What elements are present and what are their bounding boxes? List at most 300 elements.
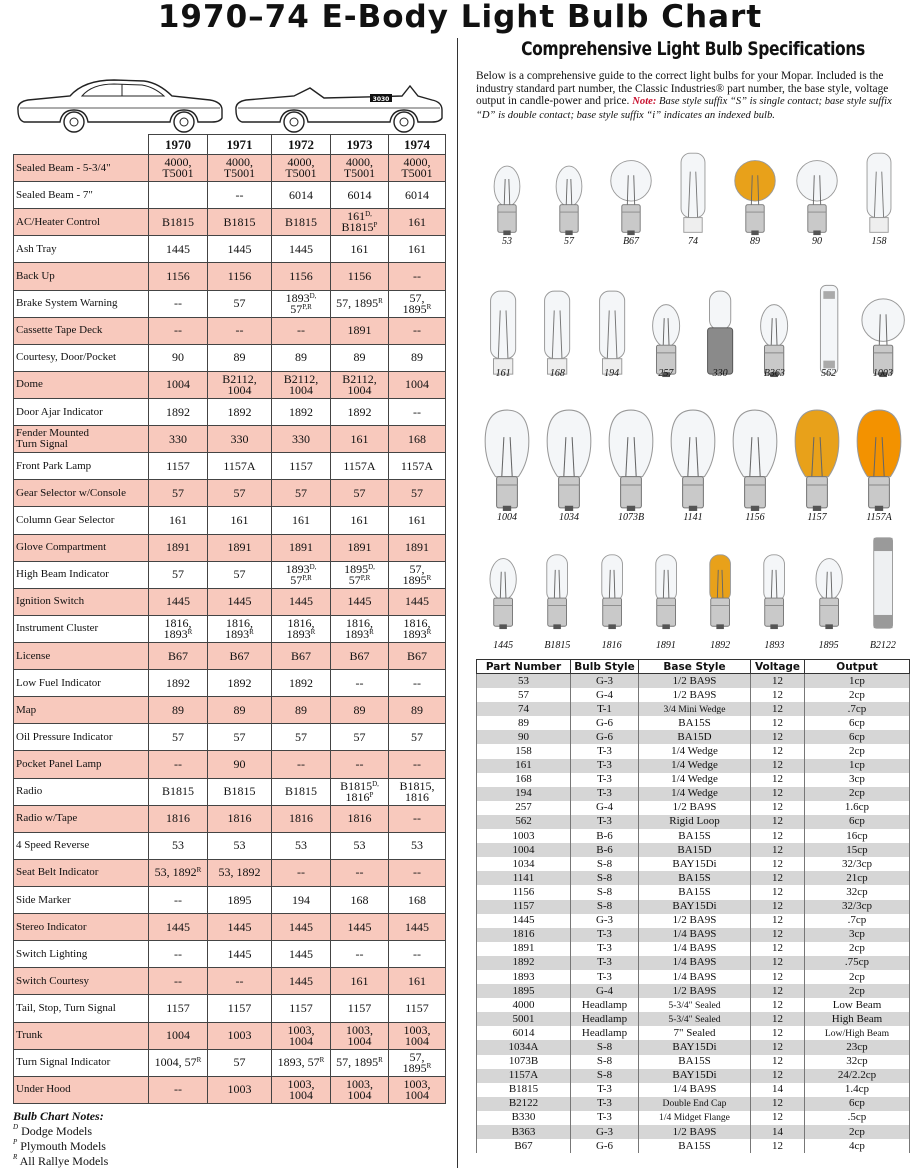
bulb-90-icon [791, 144, 843, 236]
application-label: Tail, Stop, Turn Signal [14, 995, 149, 1022]
table-row [14, 263, 446, 290]
bulb-1004-icon [481, 400, 533, 512]
spec-cell: BAY15Di [639, 1040, 751, 1054]
spec-row [477, 787, 910, 801]
bulb-number-cell: 1816, $1893^R$ [272, 615, 331, 642]
bulb-number-cell: 168 [331, 886, 389, 913]
bulb-label: 562 [821, 368, 837, 379]
bulb-number-cell: 1157 [272, 453, 331, 480]
spec-cell: BA15S [639, 1139, 751, 1153]
spec-cell: Low/High Beam [805, 1026, 910, 1040]
table-row [14, 398, 446, 425]
spec-cell: S-8 [571, 871, 639, 885]
spec-cell: 5001 [477, 1012, 571, 1026]
spec-cell: 1/2 BA9S [639, 801, 751, 815]
bulb-number-cell: 4000, T5001 [389, 155, 446, 182]
bulb-label: 90 [812, 236, 822, 247]
spec-cell: 1/4 BA9S [639, 1083, 751, 1097]
spec-cell: 1445 [477, 914, 571, 928]
spec-column-header: Voltage [751, 660, 805, 674]
application-label: Turn Signal Indicator [14, 1049, 149, 1076]
spec-cell: 21cp [805, 871, 910, 885]
bulb-number-cell: B1815 [208, 778, 272, 805]
bulb-number-cell: 161 [208, 507, 272, 534]
spec-cell: 1157A [477, 1069, 571, 1083]
bulb-number-cell: 4000, T5001 [331, 155, 389, 182]
bulb-number-cell: 1157 [149, 453, 208, 480]
bulb-number-cell: 1004 [149, 371, 208, 398]
bulb-number-cell: 1816 [331, 805, 389, 832]
table-row [14, 1049, 446, 1076]
bulb-label: 1034 [559, 512, 579, 523]
spec-cell: 14 [751, 1125, 805, 1139]
bulb-number-cell: 89 [272, 697, 331, 724]
bulb-number-cell: 161 [389, 968, 446, 995]
bulb-number-cell: 53 [272, 832, 331, 859]
bulb-label: 194 [604, 368, 620, 379]
spec-cell: 12 [751, 1026, 805, 1040]
bulb-number-cell: 161 [331, 507, 389, 534]
spec-cell: 14 [751, 1083, 805, 1097]
bulb-number-cell: 57, $1895^R$ [331, 290, 389, 317]
bulb-number-cell: 89 [389, 344, 446, 371]
bulb-57-icon [543, 144, 595, 236]
spec-cell: 12 [751, 688, 805, 702]
spec-column-header: Bulb Style [571, 660, 639, 674]
bulb-B363-icon [750, 278, 798, 378]
bulb-number-cell: 57, $1895^R$ [389, 290, 446, 317]
spec-cell: Headlamp [571, 1026, 639, 1040]
bulb-number-cell: $1895^{D,}$ $57^{P,R}$ [331, 561, 389, 588]
bulb-number-cell: 1445 [389, 588, 446, 615]
bulb-1157-icon [791, 400, 843, 512]
bulb-number-cell: 1445 [331, 914, 389, 941]
spec-cell: 12 [751, 942, 805, 956]
bulb-number-cell: 57 [389, 724, 446, 751]
spec-row [477, 984, 910, 998]
spec-cell: 1.6cp [805, 801, 910, 815]
spec-cell: S-8 [571, 885, 639, 899]
table-row [14, 290, 446, 317]
spec-cell: G-3 [571, 674, 639, 689]
application-label: Switch Lighting [14, 941, 149, 968]
spec-row [477, 773, 910, 787]
spec-cell: 7" Sealed [639, 1026, 751, 1040]
spec-row [477, 1139, 910, 1153]
note-label: Note: [632, 96, 657, 108]
spec-row [477, 928, 910, 942]
table-row [14, 995, 446, 1022]
bulb-number-cell: $161^{D,}$ $B1815^P$ [331, 209, 389, 236]
bulb-number-cell: B2112, 1004 [331, 371, 389, 398]
bulb-number-cell: 57 [208, 1049, 272, 1076]
bulb-number-cell: -- [149, 968, 208, 995]
spec-cell: Low Beam [805, 998, 910, 1012]
bulb-number-cell: 1445 [149, 914, 208, 941]
spec-cell: 1/4 Wedge [639, 759, 751, 773]
application-label: Sealed Beam - 5-3/4" [14, 155, 149, 182]
spec-cell: 32/3cp [805, 900, 910, 914]
bulb-number-cell: B1815 [208, 209, 272, 236]
bulb-number-cell: 4000, T5001 [208, 155, 272, 182]
bulb-number-cell: -- [149, 1076, 208, 1103]
application-label: AC/Heater Control [14, 209, 149, 236]
spec-cell: 1892 [477, 956, 571, 970]
spec-row [477, 1111, 910, 1125]
spec-row [477, 998, 910, 1012]
spec-cell: 12 [751, 759, 805, 773]
spec-cell: 12 [751, 1012, 805, 1026]
bulb-number-cell: 1892 [331, 398, 389, 425]
bulb-number-cell: 1445 [331, 588, 389, 615]
bulb-number-cell: 89 [389, 697, 446, 724]
bulb-number-cell: 1003 [208, 1076, 272, 1103]
bulb-number-cell: 161 [389, 507, 446, 534]
bulb-number-cell: 1445 [208, 914, 272, 941]
bulb-number-cell: 57, $1895^R$ [389, 1049, 446, 1076]
application-label: Cassette Tape Deck [14, 317, 149, 344]
bulb-label: 1891 [655, 640, 676, 651]
note-item: $^D$ Dodge Models [13, 1123, 93, 1138]
application-label: Column Gear Selector [14, 507, 149, 534]
spec-cell: B363 [477, 1125, 571, 1139]
spec-cell: G-3 [571, 1125, 639, 1139]
spec-cell: Rigid Loop [639, 815, 751, 829]
spec-cell: 1/2 BA9S [639, 914, 751, 928]
spec-cell: 257 [477, 801, 571, 815]
bulb-number-cell: 53 [149, 832, 208, 859]
bulb-B67-icon [605, 144, 657, 236]
application-label: Stereo Indicator [14, 914, 149, 941]
bulb-number-cell: 1892 [272, 670, 331, 697]
spec-cell: 1/4 Wedge [639, 744, 751, 758]
bulb-1034-icon [543, 400, 595, 512]
spec-cell: 12 [751, 716, 805, 730]
spec-cell: S-8 [571, 1055, 639, 1069]
table-row [14, 859, 446, 886]
bulb-number-cell: 4000, T5001 [272, 155, 331, 182]
application-label: Ash Tray [14, 236, 149, 263]
bulb-number-cell: 6014 [272, 182, 331, 209]
bulb-1003-icon [859, 278, 907, 378]
application-label: Fender Mounted Turn Signal [14, 426, 149, 453]
bulb-number-cell: 90 [208, 751, 272, 778]
spec-cell: 1/4 BA9S [639, 942, 751, 956]
bulb-number-cell: B67 [272, 642, 331, 669]
bulb-number-cell: B67 [208, 642, 272, 669]
bulb-number-cell: 57 [149, 480, 208, 507]
bulb-1895-icon [805, 536, 853, 630]
bulb-number-cell: 1445 [272, 968, 331, 995]
spec-cell: 1034A [477, 1040, 571, 1054]
bulb-1892-icon [696, 536, 744, 630]
bulb-label: 161 [495, 368, 511, 379]
bulb-number-cell: 1445 [272, 914, 331, 941]
bulb-number-cell: 57 [149, 561, 208, 588]
bulb-number-cell: 168 [389, 426, 446, 453]
bulb-number-cell: 90 [149, 344, 208, 371]
bulb-number-cell: -- [389, 670, 446, 697]
spec-cell: 32cp [805, 885, 910, 899]
application-label: Brake System Warning [14, 290, 149, 317]
bulb-number-cell: B2112, 1004 [272, 371, 331, 398]
note-item: $^R$ All Rallye Models [13, 1153, 109, 1168]
spec-cell: G-4 [571, 984, 639, 998]
bulb-number-cell: -- [389, 859, 446, 886]
table-row [14, 968, 446, 995]
bulb-label: 1893 [764, 640, 785, 651]
table-row [14, 724, 446, 751]
spec-row [477, 730, 910, 744]
table-row [14, 1076, 446, 1103]
application-label: Radio [14, 778, 149, 805]
spec-cell: T-3 [571, 928, 639, 942]
spec-cell: 24/2.2cp [805, 1069, 910, 1083]
bulb-number-cell: 57 [272, 724, 331, 751]
bulb-number-cell: -- [389, 805, 446, 832]
spec-cell: 57 [477, 688, 571, 702]
spec-cell: B330 [477, 1111, 571, 1125]
spec-row [477, 857, 910, 871]
table-row [14, 344, 446, 371]
bulb-number-cell: 1892 [208, 670, 272, 697]
bulb-number-cell: 1445 [149, 236, 208, 263]
intro-text: Below is a comprehensive guide to the correct light bulbs for your Mopar. Included is the industry standard part number, the Classic Industries® part number, the base style, voltage output in candle-power and price. [476, 70, 889, 108]
spec-cell: 12 [751, 1055, 805, 1069]
spec-cell: T-3 [571, 773, 639, 787]
bulb-number-cell: 1892 [272, 398, 331, 425]
application-label: Glove Compartment [14, 534, 149, 561]
bulb-number-cell: 1157A [331, 453, 389, 480]
bulb-label: B67 [622, 236, 640, 247]
bulb-number-cell: 1157A [389, 453, 446, 480]
spec-cell: 12 [751, 900, 805, 914]
spec-row [477, 956, 910, 970]
spec-cell: T-3 [571, 787, 639, 801]
bulb-label: 89 [750, 236, 760, 247]
bulb-number-cell: 1003, 1004 [331, 1076, 389, 1103]
table-row [14, 832, 446, 859]
spec-row [477, 970, 910, 984]
bulb-number-cell: 1445 [389, 914, 446, 941]
bulb-number-cell: -- [272, 859, 331, 886]
bulb-number-cell: 57 [208, 480, 272, 507]
table-row [14, 615, 446, 642]
bulb-number-cell: $B1815^{D,}$ $1816^P$ [331, 778, 389, 805]
bulb-number-cell: 89 [331, 697, 389, 724]
bulb-label: 1892 [710, 640, 731, 651]
year-header: 1970 [149, 135, 208, 155]
spec-cell: 5-3/4" Sealed [639, 998, 751, 1012]
bulb-number-cell: 161 [331, 426, 389, 453]
spec-cell: 1073B [477, 1055, 571, 1069]
spec-cell: 2cp [805, 942, 910, 956]
spec-cell: 158 [477, 744, 571, 758]
spec-cell: 3cp [805, 928, 910, 942]
note-item: $^P$ Plymouth Models [13, 1138, 106, 1153]
bulb-number-cell: 1891 [149, 534, 208, 561]
bulb-number-cell: 89 [149, 697, 208, 724]
bulb-number-cell: 57 [208, 724, 272, 751]
spec-cell: 1893 [477, 970, 571, 984]
application-label: 4 Speed Reverse [14, 832, 149, 859]
spec-cell: 12 [751, 1139, 805, 1153]
bulb-label: 53 [502, 236, 512, 247]
spec-cell: B1815 [477, 1083, 571, 1097]
spec-cell: 12 [751, 829, 805, 843]
spec-cell: S-8 [571, 1069, 639, 1083]
convertible-car-illustration [232, 72, 446, 134]
year-header: 1973 [331, 135, 389, 155]
bulb-number-cell: B67 [389, 642, 446, 669]
bulb-number-cell: 161 [331, 236, 389, 263]
bulb-74-icon [667, 144, 719, 236]
spec-cell: 6cp [805, 730, 910, 744]
spec-cell: 23cp [805, 1040, 910, 1054]
bulb-label: 57 [564, 236, 574, 247]
spec-cell: 12 [751, 702, 805, 716]
spec-cell: 5-3/4" Sealed [639, 1012, 751, 1026]
bulb-number-cell: 1891 [272, 534, 331, 561]
specifications-table [476, 659, 910, 1153]
spec-cell: 12 [751, 1040, 805, 1054]
spec-row [477, 702, 910, 716]
spec-cell: T-3 [571, 1083, 639, 1097]
spec-row [477, 801, 910, 815]
spec-cell: BAY15Di [639, 857, 751, 871]
spec-cell: G-4 [571, 688, 639, 702]
bulb-number-cell: 1816, $1893^R$ [149, 615, 208, 642]
spec-cell: 3/4 Mini Wedge [639, 702, 751, 716]
bulb-label: 74 [688, 236, 698, 247]
spec-row [477, 1040, 910, 1054]
spec-cell: T-3 [571, 759, 639, 773]
page-title: 1970–74 E-Body Light Bulb Chart [157, 0, 763, 35]
spec-row [477, 744, 910, 758]
table-row [14, 317, 446, 344]
spec-cell: High Beam [805, 1012, 910, 1026]
corner-cell [14, 135, 149, 155]
bulb-number-cell: -- [389, 398, 446, 425]
bulb-number-cell: 89 [272, 344, 331, 371]
spec-cell: 2cp [805, 744, 910, 758]
table-row [14, 182, 446, 209]
spec-row [477, 871, 910, 885]
bulb-number-cell: -- [208, 317, 272, 344]
bulb-chart-notes [13, 1109, 313, 1169]
spec-cell: T-3 [571, 942, 639, 956]
spec-cell: 1/2 BA9S [639, 1125, 751, 1139]
bulb-number-cell: -- [149, 290, 208, 317]
bulb-number-cell: 57 [149, 724, 208, 751]
application-label: High Beam Indicator [14, 561, 149, 588]
bulb-1445-icon [479, 536, 527, 630]
spec-cell: 1157 [477, 900, 571, 914]
table-row [14, 371, 446, 398]
bulb-number-cell: 57, $1895^R$ [389, 561, 446, 588]
spec-cell: 1003 [477, 829, 571, 843]
bulb-number-cell: 1157 [331, 995, 389, 1022]
bulb-number-cell: 4000, T5001 [149, 155, 208, 182]
spec-cell: Double End Cap [639, 1097, 751, 1111]
bulb-number-cell: 161 [389, 209, 446, 236]
bulb-B1815-icon [533, 536, 581, 630]
bulb-number-cell: 57, $1895^R$ [331, 1049, 389, 1076]
bulb-number-cell: B67 [149, 642, 208, 669]
spec-cell: BA15D [639, 843, 751, 857]
spec-cell: 3cp [805, 773, 910, 787]
spec-row [477, 759, 910, 773]
bulb-number-cell: 57 [272, 480, 331, 507]
bulb-number-cell: 330 [208, 426, 272, 453]
spec-cell: 1/4 BA9S [639, 928, 751, 942]
bulb-number-cell: $1893^{D,}$ $57^{P,R}$ [272, 290, 331, 317]
spec-column-header: Part Number [477, 660, 571, 674]
spec-cell: 12 [751, 801, 805, 815]
bulb-number-cell: 1157 [272, 995, 331, 1022]
bulb-number-cell: 1156 [208, 263, 272, 290]
bulb-number-cell: -- [149, 317, 208, 344]
spec-cell: 12 [751, 730, 805, 744]
bulb-number-cell: -- [389, 941, 446, 968]
hardtop-car-illustration [14, 74, 226, 134]
bulb-330-icon [696, 278, 744, 378]
application-label: Pocket Panel Lamp [14, 751, 149, 778]
spec-cell: 2cp [805, 688, 910, 702]
application-table [13, 134, 446, 1104]
bulb-number-cell: 1891 [208, 534, 272, 561]
bulb-number-cell: 1004, $57^R$ [149, 1049, 208, 1076]
bulb-number-cell: 57 [331, 480, 389, 507]
spec-cell: T-3 [571, 970, 639, 984]
note-text: Base style suffix “S” is single contact; base style suffix “D” is double contact; base style suffix “i” indicates an indexed bulb. [476, 96, 892, 121]
spec-cell: 12 [751, 1097, 805, 1111]
application-label: License [14, 642, 149, 669]
spec-cell: 12 [751, 843, 805, 857]
spec-cell: BA15D [639, 730, 751, 744]
bulb-number-cell: 1003, 1004 [389, 1076, 446, 1103]
bulb-number-cell: 1445 [272, 588, 331, 615]
bulb-number-cell: 53, 1892 [208, 859, 272, 886]
spec-cell: 2cp [805, 970, 910, 984]
bulb-number-cell: 1445 [149, 588, 208, 615]
bulb-number-cell: 1157 [389, 995, 446, 1022]
spec-cell: 12 [751, 744, 805, 758]
bulb-number-cell: 161 [331, 968, 389, 995]
spec-cell: B-6 [571, 829, 639, 843]
spec-cell: 12 [751, 970, 805, 984]
bulb-1891-icon [642, 536, 690, 630]
spec-cell: 1/2 BA9S [639, 688, 751, 702]
bulb-1073B-icon [605, 400, 657, 512]
spec-row [477, 1055, 910, 1069]
table-row [14, 588, 446, 615]
spec-row [477, 942, 910, 956]
bulb-number-cell: -- [389, 263, 446, 290]
application-label: Front Park Lamp [14, 453, 149, 480]
spec-cell: 1/2 BA9S [639, 984, 751, 998]
spec-cell: 90 [477, 730, 571, 744]
spec-cell: 6cp [805, 716, 910, 730]
bulb-number-cell: 330 [149, 426, 208, 453]
bulb-number-cell: 89 [331, 344, 389, 371]
bulb-number-cell: 53 [208, 832, 272, 859]
application-label: Ignition Switch [14, 588, 149, 615]
table-row [14, 886, 446, 913]
bulb-label: 1004 [497, 512, 517, 523]
spec-cell: BA15S [639, 829, 751, 843]
spec-cell: 15cp [805, 843, 910, 857]
